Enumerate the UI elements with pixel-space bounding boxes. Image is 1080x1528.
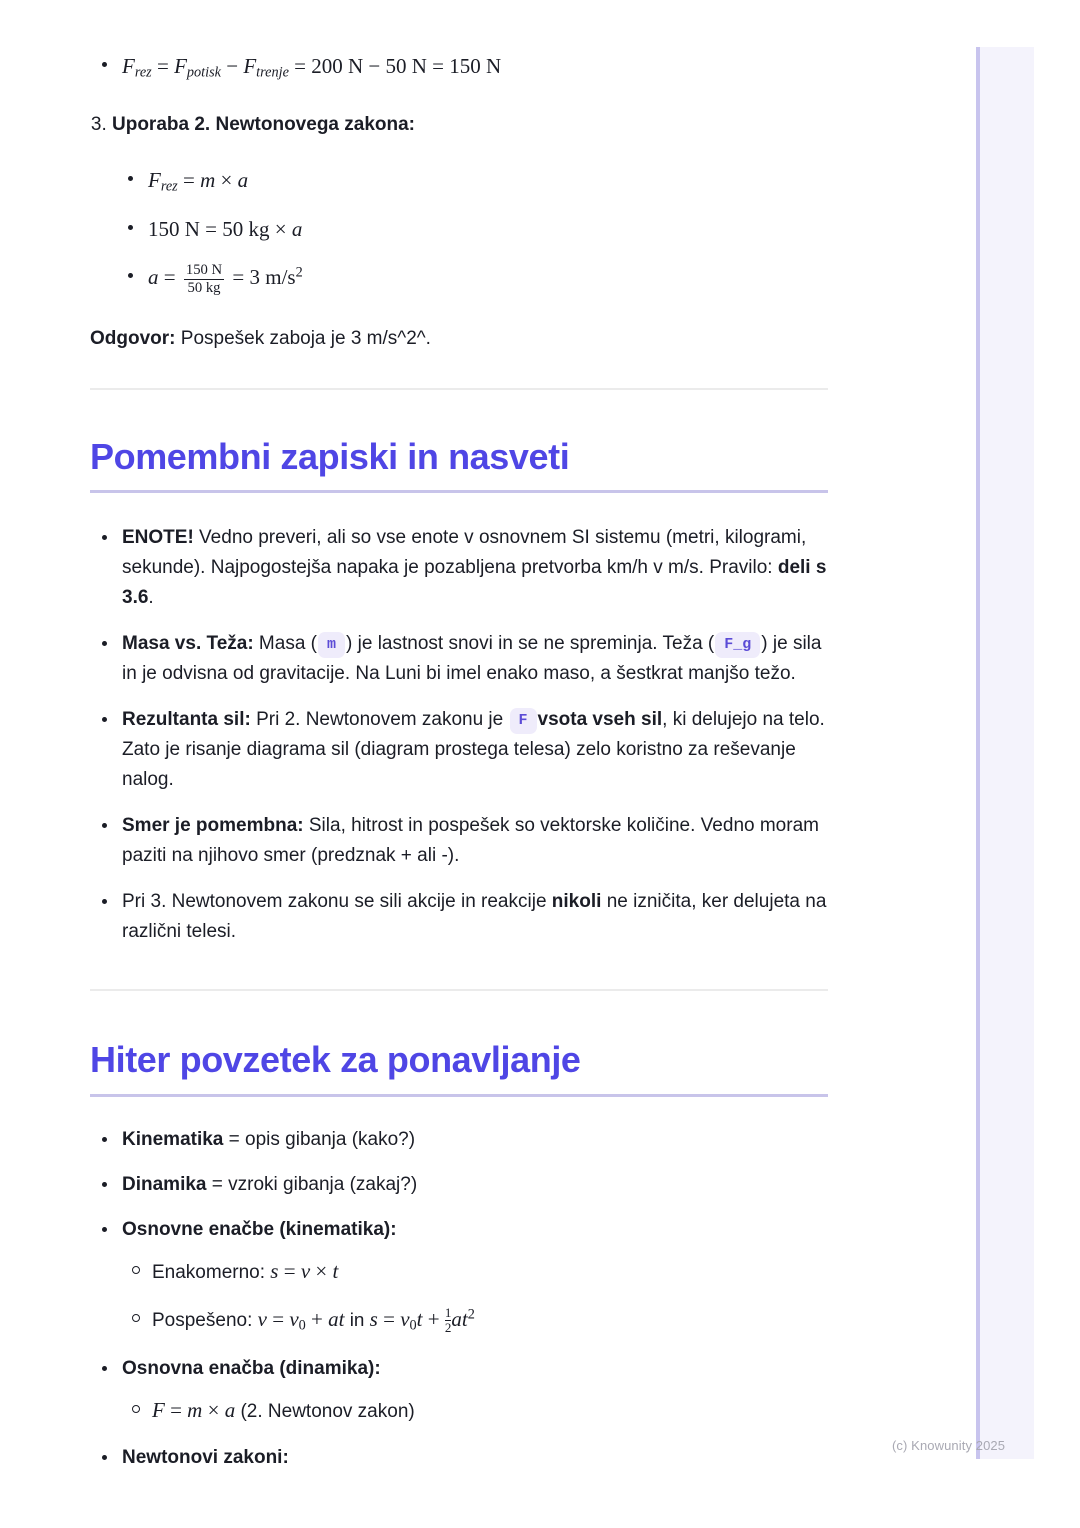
formula-token: F xyxy=(152,1397,165,1422)
note-text: Masa ( xyxy=(253,633,318,655)
inline-code-mass: m xyxy=(318,632,345,658)
page-title-notes: Pomembni zapiski in nasveti xyxy=(90,435,570,477)
formula-token: + xyxy=(305,1307,329,1332)
summary-bold-lead: Osnovna enačba (dinamika): xyxy=(122,1357,381,1379)
document-content xyxy=(0,50,976,1473)
formula-token: a xyxy=(148,265,159,290)
formula-token: = xyxy=(158,265,181,290)
formula-token: = xyxy=(164,1397,188,1422)
summary-text: = vzroki gibanja (zakaj?) xyxy=(206,1173,418,1195)
formula-token: = xyxy=(377,1307,401,1332)
result-bullet-list xyxy=(90,50,830,84)
dynamics-formula-sublist xyxy=(122,1394,830,1428)
list-item xyxy=(148,213,830,246)
formula-superscript: 2 xyxy=(467,1306,475,1323)
list-item xyxy=(122,1354,830,1428)
note-text: Pri 3. Newtonovem zakonu se sili akcije in reakcije xyxy=(122,891,552,913)
scrollbar-track[interactable] xyxy=(976,47,1034,1459)
list-item xyxy=(122,1170,830,1200)
formula-token: F xyxy=(243,54,257,78)
content-column xyxy=(90,50,830,1473)
formula-token: m xyxy=(187,1397,203,1422)
list-item xyxy=(122,1125,830,1155)
list-item xyxy=(122,1215,830,1338)
list-item xyxy=(112,110,830,139)
formula-token: a xyxy=(237,167,249,192)
solution-steps-list xyxy=(90,110,830,139)
formula-f-rez-equals-ma xyxy=(148,167,249,195)
formula-token: s xyxy=(270,1258,279,1283)
list-item xyxy=(148,261,830,296)
fraction-denominator: 50 kg xyxy=(187,279,221,296)
answer-text: Pospešek zaboja je 3 m/s^2^. xyxy=(175,328,431,350)
answer-paragraph xyxy=(90,324,830,353)
formula-plug-in-values xyxy=(148,217,302,241)
formula-token: at xyxy=(328,1307,345,1332)
inline-code-force: F xyxy=(510,708,537,734)
list-item xyxy=(122,629,830,689)
summary-bold-lead: Kinematika xyxy=(122,1128,224,1150)
summary-list xyxy=(90,1125,830,1474)
list-item xyxy=(122,705,830,795)
formula-resultant-force xyxy=(122,54,502,81)
formula-token: = xyxy=(177,167,201,192)
formula-token: = 3 m/s xyxy=(227,265,296,290)
list-item xyxy=(122,50,830,84)
note-bold-tail: deli s 3.6 xyxy=(122,557,827,609)
formula-token: = xyxy=(278,1258,301,1283)
note-bold-mid: vsota vseh sil xyxy=(537,709,663,731)
formula-token: a xyxy=(224,1397,236,1422)
formula-token: = xyxy=(151,54,175,78)
formula-subscript: 0 xyxy=(409,1317,417,1334)
list-item xyxy=(122,1443,830,1473)
formula-token: × xyxy=(310,1258,333,1283)
formula-caption: (2. Newtonov zakon) xyxy=(235,1400,415,1422)
fraction-denominator: 2 xyxy=(444,1320,452,1336)
formula-subscript: 0 xyxy=(298,1317,306,1334)
note-bold-lead: Masa vs. Teža: xyxy=(122,633,254,655)
note-bold-lead: Smer je pomembna: xyxy=(122,815,304,837)
note-text: ne izničita, ker delujeta na različni telesi. xyxy=(122,891,827,943)
formula-solve-acceleration xyxy=(148,262,303,296)
formula-token: 150 N = 50 kg × xyxy=(148,216,292,241)
step3-formula-list xyxy=(90,164,830,297)
list-item xyxy=(152,1394,830,1428)
formula-token: − xyxy=(220,54,244,78)
note-text: Sila, hitrost in pospešek so vektorske količine. Vedno moram paziti na njihovo smer (predznak + ali -). xyxy=(122,815,819,867)
formula-accelerated-motion xyxy=(257,1305,475,1336)
summary-bold-lead: Osnovne enačbe (kinematika): xyxy=(122,1218,397,1240)
fraction-numerator: 150 N xyxy=(185,262,223,279)
formula-token: × xyxy=(215,167,238,192)
formula-token: = 200 N − 50 N = 150 N xyxy=(288,54,502,78)
formula-token: v xyxy=(257,1307,267,1332)
formula-conjunction: in xyxy=(344,1310,370,1332)
formula-subscript: rez xyxy=(134,64,152,81)
formula-superscript: 2 xyxy=(295,264,303,281)
page-title-summary: Hiter povzetek za ponavljanje xyxy=(90,1039,581,1081)
list-item xyxy=(152,1303,830,1338)
formula-token: × xyxy=(202,1397,225,1422)
note-bold-mid: nikoli xyxy=(551,891,602,913)
note-text: . xyxy=(148,587,154,609)
list-item xyxy=(122,811,830,871)
fraction xyxy=(184,262,224,296)
step-label: Uporaba 2. Newtonovega zakona: xyxy=(112,114,416,136)
formula-token: a xyxy=(291,216,303,241)
formula-token: F xyxy=(122,54,135,78)
formula-token: F xyxy=(148,167,161,192)
formula-subscript: potisk xyxy=(186,64,221,81)
fraction-numerator: 1 xyxy=(444,1305,452,1321)
list-item xyxy=(152,1255,830,1289)
formula-subscript: trenje xyxy=(256,64,289,81)
formula-token: s xyxy=(369,1307,378,1332)
note-text: Pri 2. Newtonovem zakonu je xyxy=(250,709,509,731)
copyright-watermark: (c) Knowunity 2025 xyxy=(892,1438,1006,1453)
formula-token: t xyxy=(416,1307,423,1332)
formula-token: F xyxy=(174,54,187,78)
sub-label: Enakomerno: xyxy=(152,1261,271,1283)
note-text: Vedno preveri, ali so vse enote v osnovnem SI sistemu (metri, kilogrami, sekunde). Najpogostejša napaka je pozabljena pretvorba km/h v m/s. Pravilo: xyxy=(122,527,807,579)
formula-token: v xyxy=(289,1307,299,1332)
summary-bold-lead: Newtonovi zakoni: xyxy=(122,1447,289,1469)
formula-token: = xyxy=(266,1307,290,1332)
summary-bold-lead: Dinamika xyxy=(122,1173,207,1195)
note-text: ) je lastnost snovi in se ne spreminja. Teža ( xyxy=(346,633,715,655)
scrollbar-thumb[interactable] xyxy=(976,47,980,1459)
formula-token: t xyxy=(332,1258,339,1283)
sub-label: Pospešeno: xyxy=(152,1310,258,1332)
list-item xyxy=(148,164,830,198)
note-text: ) je sila in je odvisna od gravitacije. Na Luni bi imel enako maso, a šestkrat manjšo težo. xyxy=(122,633,822,685)
formula-token: + xyxy=(422,1307,445,1332)
list-item xyxy=(122,887,830,947)
list-item xyxy=(122,523,830,613)
note-text: , ki delujejo na telo. Zato je risanje diagrama sil (diagram prostega telesa) zelo koristno za reševanje nalog. xyxy=(122,709,825,791)
formula-token: v xyxy=(300,1258,311,1283)
summary-text: = opis gibanja (kako?) xyxy=(223,1128,416,1150)
formula-token: at xyxy=(451,1307,468,1332)
formula-newton-second-law xyxy=(152,1398,235,1422)
formula-uniform-motion xyxy=(270,1259,338,1283)
notes-list xyxy=(90,523,830,947)
formula-subscript: rez xyxy=(160,178,178,195)
formula-token: m xyxy=(200,167,216,192)
formula-token: v xyxy=(400,1307,410,1332)
note-bold-lead: ENOTE! xyxy=(122,527,194,549)
inline-code-weight-force: F_g xyxy=(715,632,760,658)
kinematics-formula-sublist xyxy=(122,1255,830,1338)
note-bold-lead: Rezultanta sil: xyxy=(122,709,251,731)
answer-label: Odgovor: xyxy=(90,328,176,350)
